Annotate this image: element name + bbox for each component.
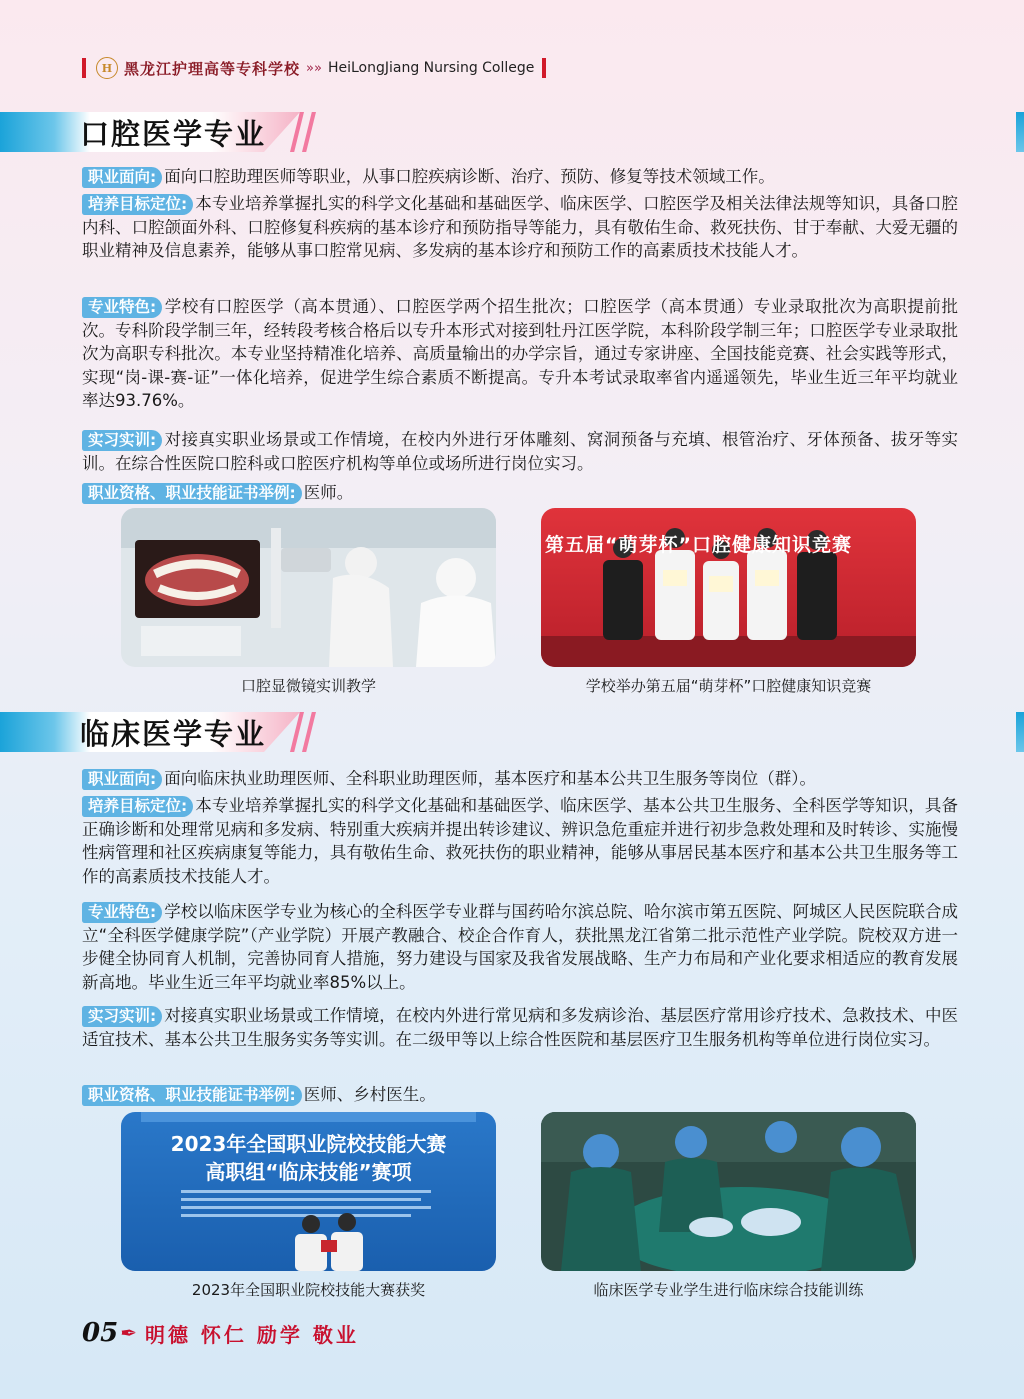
- paragraph-certificate: [82, 1083, 958, 1107]
- paragraph-text: 本专业培养掌握扎实的科学文化基础和基础医学、临床医学、口腔医学及相关法律法规等知识，具备口腔内科、口腔颌面外科、口腔修复科疾病的基本诊疗和预防指导等能力，具有敬佑生命、救死扶伤、甘于奉献、大爱无疆的职业精神及信息素养，能够从事口腔常见病、多发病的基本诊疗和预防工作的高素质技术技能人才。: [82, 194, 958, 261]
- tag-label: 专业特色:: [82, 902, 162, 923]
- photo-caption: 2023年全国职业院校技能大赛获奖: [191, 1281, 426, 1299]
- section-title-stomatology: [0, 112, 315, 152]
- photo-caption: 临床医学专业学生进行临床综合技能训练: [593, 1281, 864, 1299]
- page-number: 05: [82, 1318, 119, 1348]
- paragraph-training: [82, 428, 958, 475]
- photo-caption: 学校举办第五届“萌芽杯”口腔健康知识竞赛: [585, 677, 872, 695]
- section-edge-tab: [1016, 712, 1024, 752]
- paragraph-feature: [82, 900, 958, 994]
- tag-label: 实习实训:: [82, 1006, 162, 1027]
- photo-banner-title: 2023年全国职业院校技能大赛: [170, 1132, 447, 1156]
- photo-banner-text: 第五届“萌芽杯”口腔健康知识竞赛: [545, 534, 852, 556]
- tag-label: 专业特色:: [82, 297, 162, 318]
- chevron-right-icon: »»: [306, 60, 322, 76]
- school-motto: 明德 怀仁 励学 敬业: [144, 1322, 359, 1347]
- section-heading: 临床医学专业: [80, 716, 267, 751]
- paragraph-career: [82, 165, 958, 189]
- school-name-en: HeiLongJiang Nursing College: [327, 60, 535, 76]
- paragraph-text: 医师、乡村医生。: [303, 1085, 436, 1104]
- photo-microscope-teaching: [121, 508, 496, 667]
- photo-caption: 口腔显微镜实训教学: [240, 677, 376, 695]
- pen-nib-icon: ✒: [120, 1321, 137, 1345]
- paragraph-goal: [82, 192, 958, 263]
- photo-skills-award: [121, 1112, 496, 1271]
- paragraph-text: 面向口腔助理医师等职业，从事口腔疾病诊断、治疗、预防、修复等技术领域工作。: [164, 167, 775, 186]
- header-left-bar: [82, 58, 86, 78]
- tag-label: 职业资格、职业技能证书举例:: [82, 483, 302, 504]
- photo-clinical-training: [541, 1112, 916, 1271]
- photo-banner-subtitle: 高职组“临床技能”赛项: [205, 1160, 412, 1184]
- section-heading: 口腔医学专业: [80, 116, 267, 151]
- section-edge-tab: [1016, 112, 1024, 152]
- paragraph-text: 本专业培养掌握扎实的科学文化基础和基础医学、临床医学、基本公共卫生服务、全科医学等知识，具备正确诊断和处理常见病和多发病、特别重大疾病并提出转诊建议、辨识急危重症并进行初步急救处理和及时转诊、实施慢性病管理和社区疾病康复等能力，具有敬佑生命、救死扶伤的职业精神，能够从事居民基本医疗和基本公共卫生服务等工作的高素质技术技能人才。: [82, 796, 958, 886]
- school-emblem-icon: H: [96, 57, 118, 79]
- tag-label: 培养目标定位:: [82, 796, 193, 817]
- paragraph-training: [82, 1004, 958, 1051]
- photo-competition: [541, 508, 916, 667]
- paragraph-text: 学校有口腔医学（高本贯通）、口腔医学两个招生批次；口腔医学（高本贯通）专业录取批次为高职提前批次。专科阶段学制三年，经转段考核合格后以专升本形式对接到牡丹江医学院，本科阶段学制三年；口腔医学专业录取批次为高职专科批次。本专业坚持精准化培养、高质量输出的办学宗旨，通过专家讲座、全国技能竞赛、社会实践等形式，实现“岗-课-赛-证”一体化培养，促进学生综合素质不断提高。专升本考试录取率省内遥遥领先，毕业生近三年平均就业率达93.76%。: [82, 297, 958, 411]
- tag-label: 职业面向:: [82, 167, 162, 188]
- tag-label: 实习实训:: [82, 430, 162, 451]
- paragraph-text: 对接真实职业场景或工作情境，在校内外进行牙体雕刻、窝洞预备与充填、根管治疗、牙体预备、拔牙等实训。在综合性医院口腔科或口腔医疗机构等单位或场所进行岗位实习。: [82, 430, 958, 473]
- section-title-clinical: [0, 712, 315, 752]
- paragraph-text: 对接真实职业场景或工作情境，在校内外进行常见病和多发病诊治、基层医疗常用诊疗技术、急救技术、中医适宜技术、基本公共卫生服务实务等实训。在二级甲等以上综合性医院和基层医疗卫生服务机构等单位进行岗位实习。: [82, 1006, 958, 1049]
- paragraph-certificate: [82, 481, 958, 505]
- paragraph-career: [82, 767, 958, 791]
- header-right-bar: [542, 58, 546, 78]
- tag-label: 职业面向:: [82, 769, 162, 790]
- tag-label: 职业资格、职业技能证书举例:: [82, 1085, 302, 1106]
- paragraph-text: 面向临床执业助理医师、全科职业助理医师，基本医疗和基本公共卫生服务等岗位（群）。: [164, 769, 816, 788]
- page-header: [82, 56, 546, 80]
- school-name-cn: 黑龙江护理高等专科学校: [124, 59, 301, 78]
- paragraph-text: 学校以临床医学专业为核心的全科医学专业群与国药哈尔滨总院、哈尔滨市第五医院、阿城区人民医院联合成立“全科医学健康学院”（产业学院）开展产教融合、校企合作育人，获批黑龙江省第二批示范性产业学院。院校双方进一步健全协同育人机制，完善协同育人措施，努力建设与国家及我省发展战略、生产力布局和产业化要求相适应的教育发展新高地。毕业生近三年平均就业率85%以上。: [82, 902, 958, 992]
- paragraph-goal: [82, 794, 958, 888]
- paragraph-feature: [82, 295, 958, 413]
- page-footer: [82, 1316, 359, 1350]
- paragraph-text: 医师。: [303, 483, 354, 502]
- tag-label: 培养目标定位:: [82, 194, 193, 215]
